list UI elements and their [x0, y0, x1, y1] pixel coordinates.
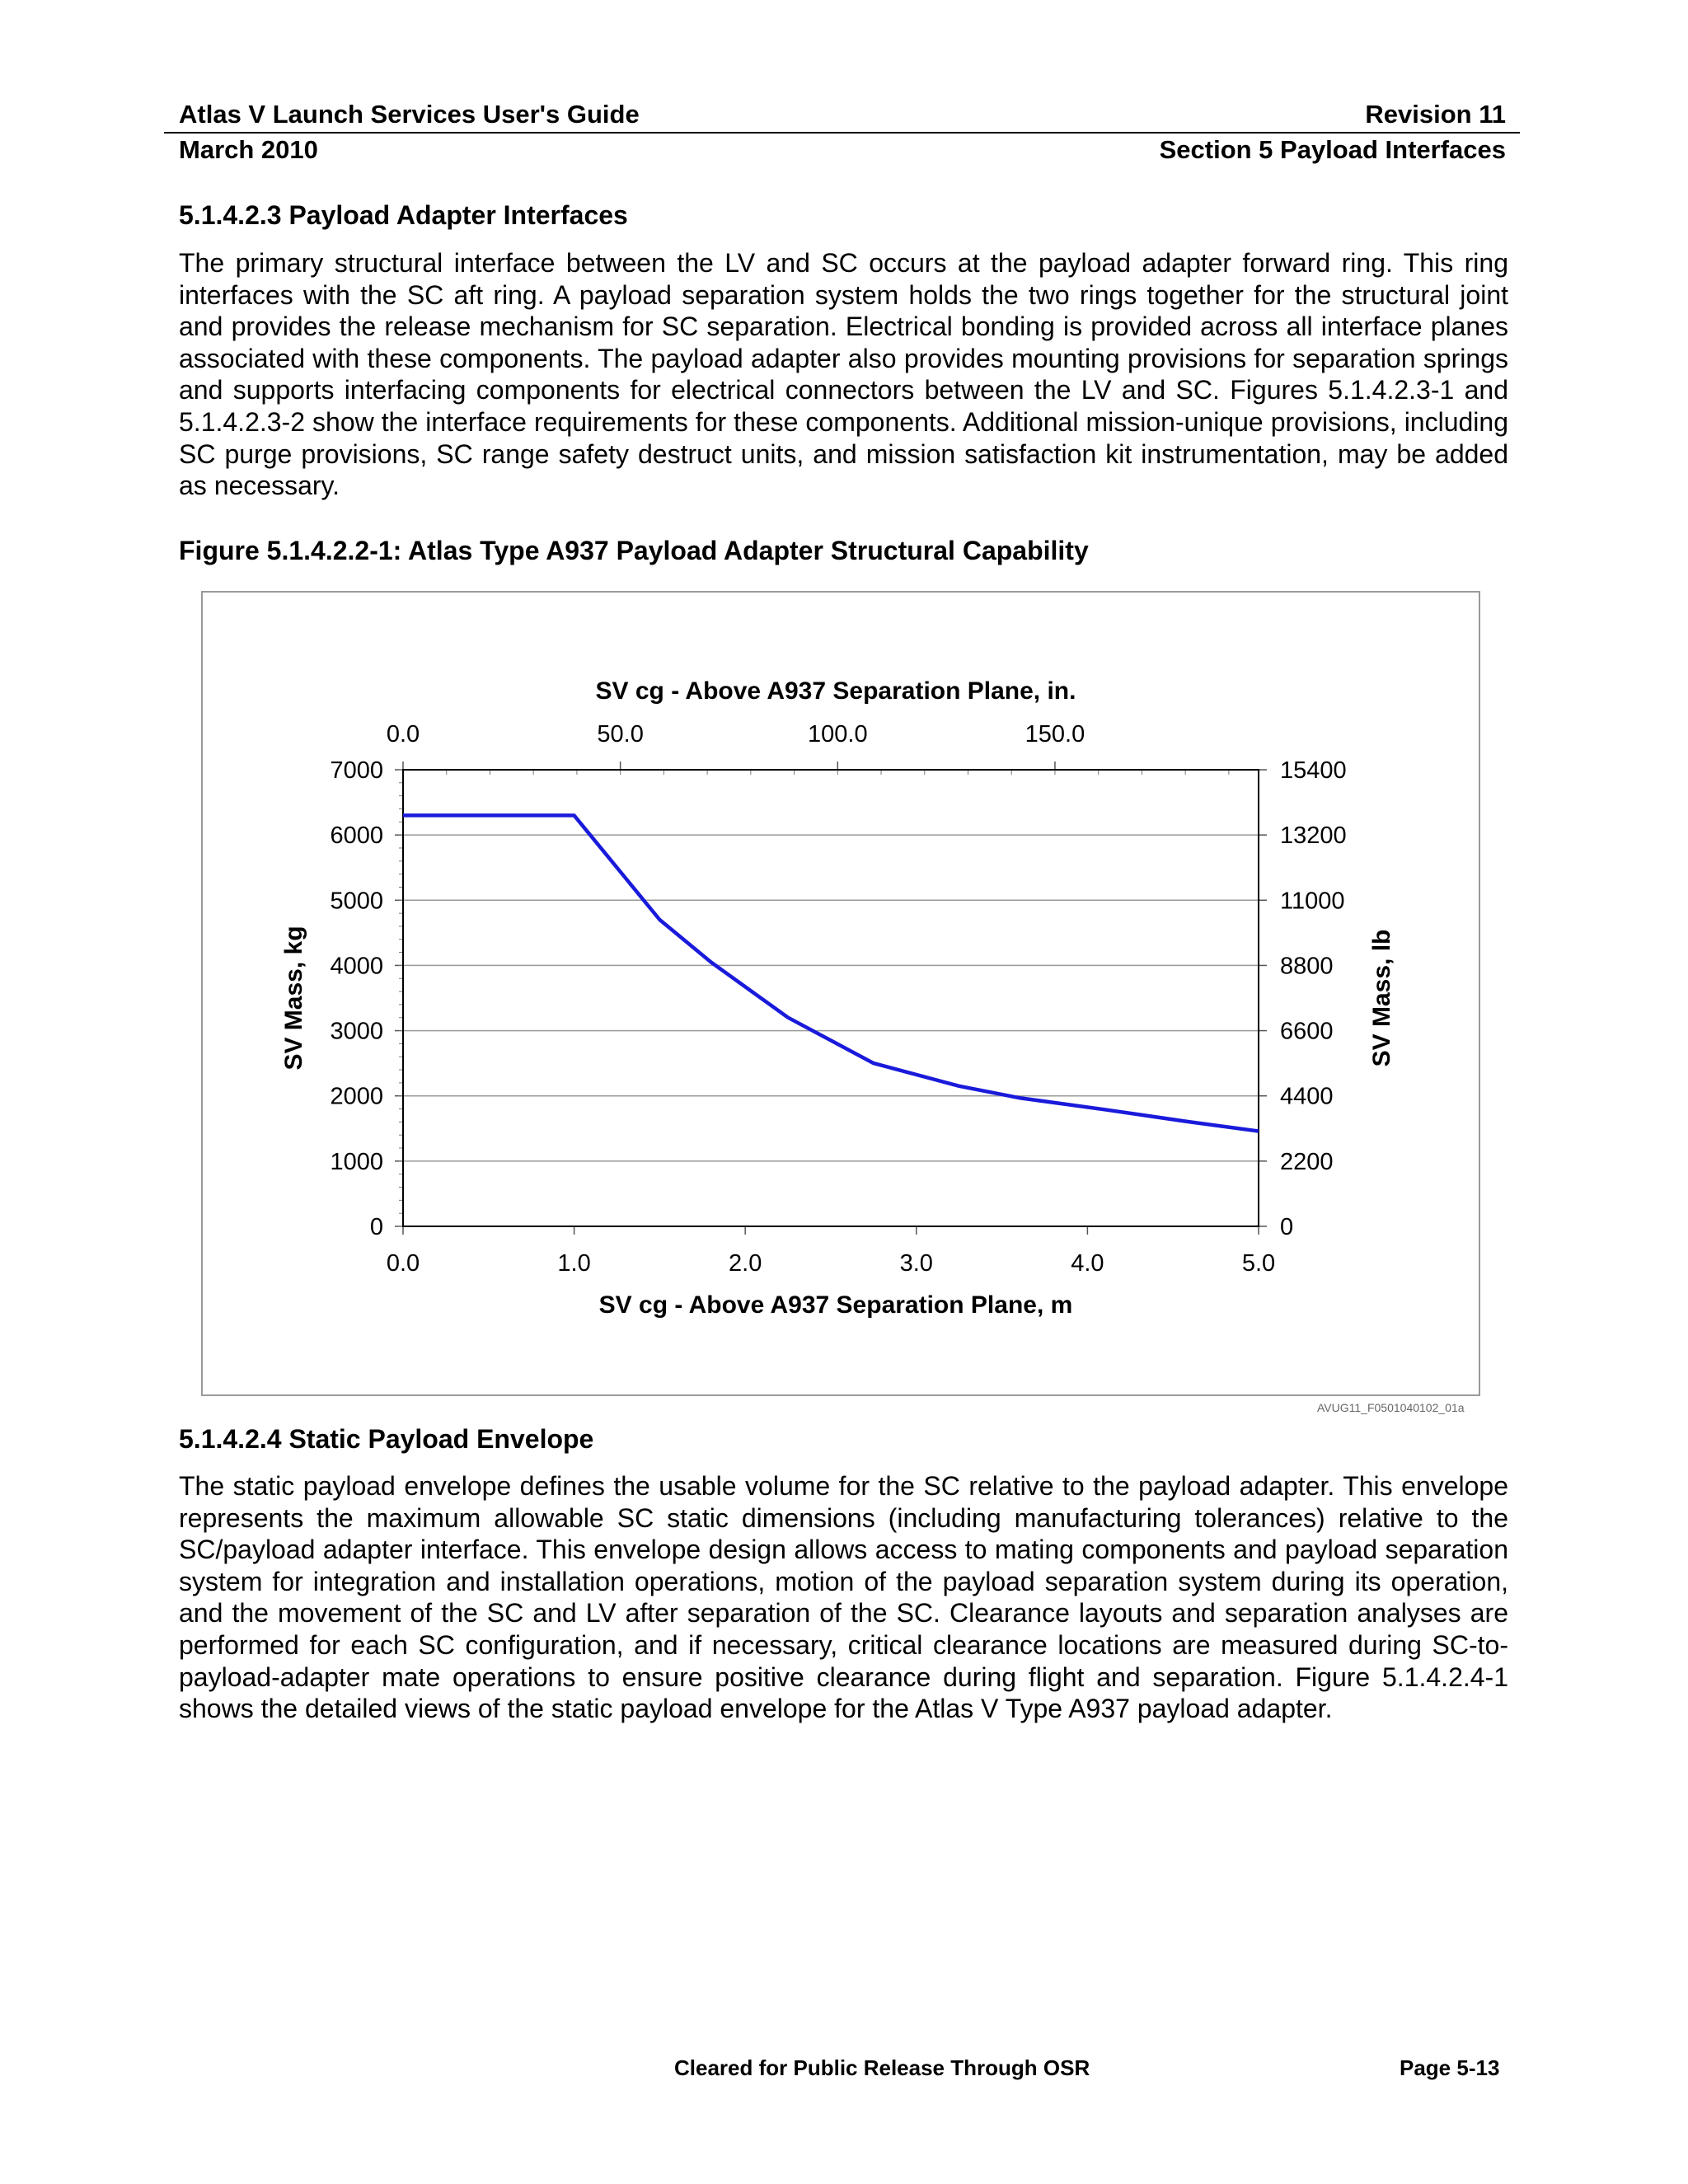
document-title: Atlas V Launch Services User's Guide [179, 100, 640, 129]
heading-static-payload-envelope: 5.1.4.2.4 Static Payload Envelope [179, 1424, 594, 1454]
x-axis-label: SV cg - Above A937 Separation Plane, m [598, 1291, 1073, 1319]
footer-release-notice: Cleared for Public Release Through OSR [674, 2055, 1090, 2080]
section-label: Section 5 Payload Interfaces [1159, 135, 1506, 164]
y2-tick-label: 2200 [1280, 1148, 1334, 1175]
plot-area-frame [403, 770, 1259, 1226]
chart-title-top-axis: SV cg - Above A937 Separation Plane, in. [595, 677, 1076, 705]
x2-tick-label: 150.0 [1025, 721, 1085, 748]
paragraph-static-payload-envelope: The static payload envelope defines the usable volume for the SC relative to the payload adapter. This envelope represents the maximum allowable SC static dimensions (including manufacturing tolerances) relative to the SC/payload adapter interface. This envelope design allows access to mating components and payload separation system for integration and installation operations, motion of the payload separation system during its operation, and the movement of the SC and LV after separation of the SC. Clearance layouts and separation analyses are performed for each SC configuration, and if necessary, critical clearance locations are measured during SC-to-payload-adapter mate operations to ensure positive clearance during flight and separation. Figure 5.1.4.2.4-1 shows the detailed views of the static payload envelope for the Atlas V Type A937 payload adapter. [179, 1471, 1508, 1724]
y2-tick-label: 8800 [1280, 953, 1334, 980]
document-date: March 2010 [179, 135, 318, 164]
figure-frame [201, 591, 1480, 1396]
revision-label: Revision 11 [1365, 100, 1506, 129]
x-tick-label: 4.0 [1071, 1250, 1104, 1277]
y-tick-label: 7000 [330, 757, 383, 784]
figure-id-label: AVUG11_F0501040102_01a [1317, 1401, 1465, 1414]
footer-page-number: Page 5-13 [1400, 2055, 1500, 2080]
page-header-row-1 [179, 99, 1506, 132]
y-tick-label: 0 [369, 1214, 383, 1240]
y2-tick-label: 6600 [1280, 1018, 1334, 1045]
y-tick-label: 1000 [330, 1148, 383, 1175]
header-divider [164, 132, 1520, 134]
y2-tick-label: 11000 [1280, 888, 1345, 915]
y-tick-label: 5000 [330, 888, 383, 915]
y-tick-label: 6000 [330, 823, 383, 850]
x2-tick-label: 50.0 [597, 721, 644, 748]
y2-tick-label: 4400 [1280, 1083, 1334, 1110]
y2-tick-label: 0 [1280, 1214, 1294, 1240]
y-axis-label-left: SV Mass, kg [280, 926, 307, 1071]
figure-caption: Figure 5.1.4.2.2-1: Atlas Type A937 Payload Adapter Structural Capability [179, 536, 1089, 565]
x-tick-label: 2.0 [729, 1250, 762, 1277]
x-tick-label: 1.0 [557, 1250, 591, 1277]
x-tick-label: 3.0 [899, 1250, 933, 1277]
x2-tick-label: 0.0 [386, 721, 420, 748]
y-tick-label: 2000 [330, 1083, 383, 1110]
x-tick-label: 5.0 [1241, 1250, 1276, 1277]
x-tick-label: 0.0 [386, 1250, 420, 1277]
y-tick-label: 4000 [330, 953, 383, 980]
x2-tick-label: 100.0 [808, 721, 868, 748]
y-tick-label: 3000 [330, 1018, 383, 1045]
heading-payload-adapter-interfaces: 5.1.4.2.3 Payload Adapter Interfaces [179, 200, 628, 230]
y2-tick-label: 15400 [1280, 757, 1347, 784]
structural-capability-chart [203, 593, 1482, 1398]
capability-curve [403, 815, 1259, 1131]
y2-tick-label: 13200 [1280, 823, 1347, 850]
page-header-row-2 [179, 134, 1506, 167]
paragraph-payload-adapter-interfaces: The primary structural interface between the LV and SC occurs at the payload adapter forward ring. This ring interfaces with the SC aft ring. A payload separation system holds the two rings together for the structural joint and provides the release mechanism for SC separation. Electrical bonding is provided across all interface planes associated with these components. The payload adapter also provides mounting provisions for separation springs and supports interfacing components for electrical connectors between the LV and SC. Figures 5.1.4.2.3-1 and 5.1.4.2.3-2 show the interface requirements for these components. Additional mission-unique provisions, including SC purge provisions, SC range safety destruct units, and mission satisfaction kit instrumentation, may be added as necessary. [179, 248, 1508, 501]
y-axis-label-right: SV Mass, lb [1368, 929, 1395, 1067]
